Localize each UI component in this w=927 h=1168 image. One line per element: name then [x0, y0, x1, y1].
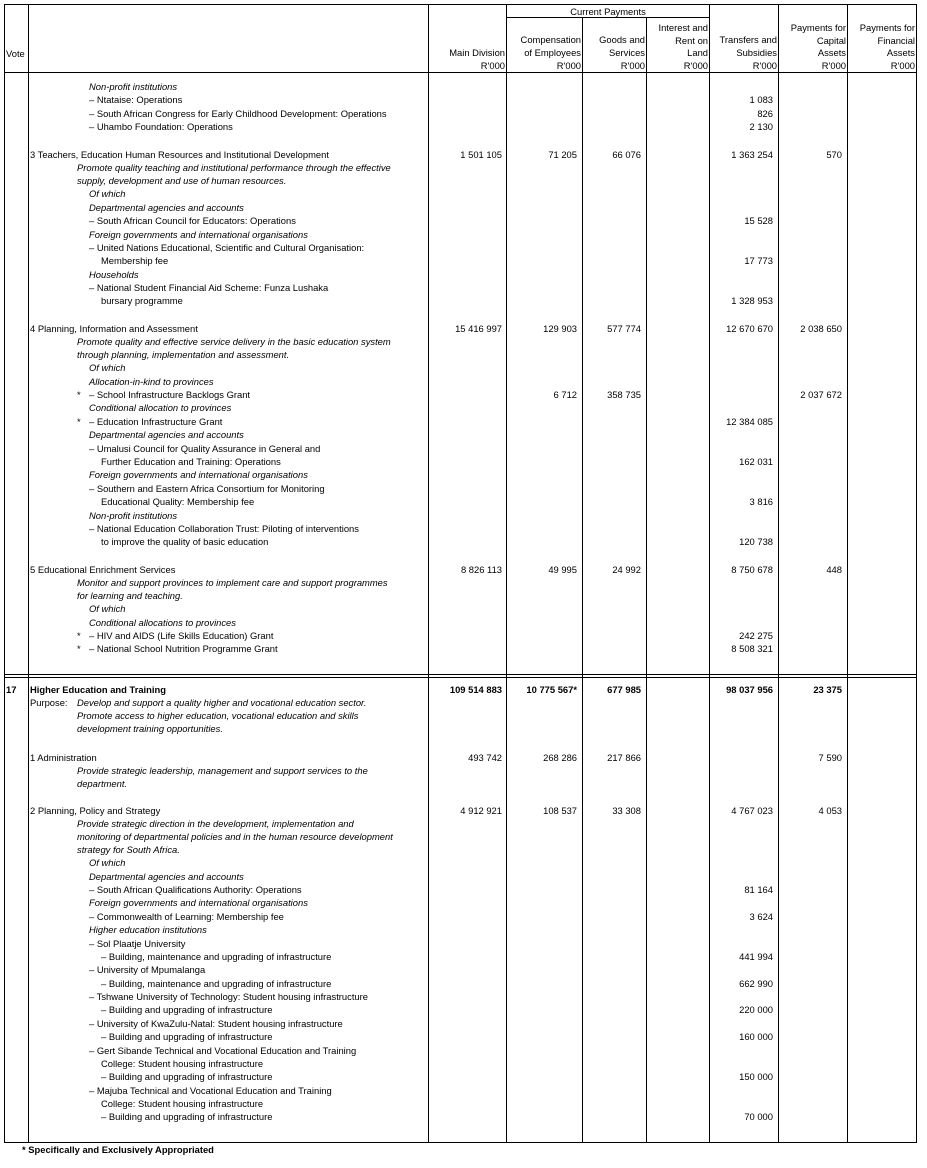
- row-description: Conditional allocation to provinces: [89, 402, 232, 413]
- goods-header-line-2: Services: [609, 47, 645, 58]
- amount-transfers: 4 767 023: [731, 805, 773, 816]
- amount-capital: 23 375: [813, 684, 842, 695]
- appropriation-marker: *: [77, 416, 81, 427]
- row-description: Monitor and support provinces to implement care and support programmes: [77, 577, 388, 588]
- row-description: for learning and teaching.: [77, 590, 183, 601]
- row-description: – Gert Sibande Technical and Vocational Education and Training: [89, 1045, 357, 1056]
- amount-transfers: 12 384 085: [726, 416, 773, 427]
- row-description: – Building and upgrading of infrastructure: [101, 1004, 273, 1015]
- amount-comp: 49 995: [548, 564, 577, 575]
- appropriation-marker: *: [77, 643, 81, 654]
- row-description: – South African Council for Educators: Operations: [89, 215, 296, 226]
- row-description: – University of Mpumalanga: [89, 964, 206, 975]
- interest-header-line-2: Rent on: [675, 35, 708, 46]
- row-description: monitoring of departmental policies and in the human resource development: [77, 831, 393, 842]
- amount-transfers: 8 508 321: [731, 643, 773, 654]
- row-description: – Commonwealth of Learning: Membership fee: [89, 911, 284, 922]
- capital-header-line-3: Assets: [817, 47, 846, 58]
- amount-comp: 268 286: [543, 752, 577, 763]
- row-description: – Education Infrastructure Grant: [89, 416, 223, 427]
- footnote: * Specifically and Exclusively Appropriated: [22, 1144, 214, 1155]
- row-description: Further Education and Training: Operations: [101, 456, 281, 467]
- amount-comp: 108 537: [543, 805, 577, 816]
- transfers-unit: R'000: [752, 60, 777, 71]
- goods-unit: R'000: [620, 60, 645, 71]
- amount-transfers: 150 000: [739, 1071, 773, 1082]
- divider-capital: [847, 4, 848, 1143]
- amount-capital: 448: [826, 564, 842, 575]
- goods-header-line-1: Goods and: [599, 34, 645, 45]
- amount-goods: 66 076: [612, 149, 641, 160]
- amount-transfers: 3 816: [749, 496, 773, 507]
- amount-transfers: 220 000: [739, 1004, 773, 1015]
- amount-goods: 358 735: [607, 389, 641, 400]
- row-description: Promote quality teaching and institutional performance through the effective: [77, 162, 391, 173]
- row-description: Allocation-in-kind to provinces: [89, 376, 214, 387]
- row-description: Purpose:: [30, 697, 68, 708]
- row-description: Membership fee: [101, 255, 169, 266]
- row-description: – National Student Financial Aid Scheme: Funza Lushaka: [89, 282, 329, 293]
- vote-separator-line-1: [4, 674, 917, 675]
- border-top: [4, 4, 917, 5]
- amount-transfers: 3 624: [749, 911, 773, 922]
- financial-unit: R'000: [890, 60, 915, 71]
- capital-header-line-1: Payments for: [790, 22, 846, 33]
- border-bottom: [4, 1142, 917, 1143]
- amount-comp: 71 205: [548, 149, 577, 160]
- row-description: – Building, maintenance and upgrading of infrastructure: [101, 978, 332, 989]
- row-description: Foreign governments and international organisations: [89, 469, 308, 480]
- amount-main: 109 514 883: [449, 684, 502, 695]
- interest-header-line-3: Land: [687, 47, 708, 58]
- row-description: Provide strategic direction in the development, implementation and: [77, 818, 354, 829]
- row-description: Provide strategic leadership, management and support services to the: [77, 765, 368, 776]
- amount-transfers: 160 000: [739, 1031, 773, 1042]
- compensation-unit: R'000: [556, 60, 581, 71]
- row-description: Foreign governments and international organisations: [89, 897, 308, 908]
- divider-goods: [646, 17, 647, 1143]
- row-description: to improve the quality of basic education: [101, 536, 269, 547]
- row-description: – Umalusi Council for Quality Assurance in General and: [89, 443, 321, 454]
- row-description: Foreign governments and international organisations: [89, 229, 308, 240]
- amount-goods: 24 992: [612, 564, 641, 575]
- row-description: through planning, implementation and assessment.: [77, 349, 290, 360]
- row-description: – School Infrastructure Backlogs Grant: [89, 389, 251, 400]
- border-left: [4, 4, 5, 1143]
- appropriation-marker: *: [77, 630, 81, 641]
- row-description: strategy for South Africa.: [77, 844, 180, 855]
- row-description: Departmental agencies and accounts: [89, 202, 244, 213]
- amount-transfers: 1 083: [749, 94, 773, 105]
- purpose-text: Develop and support a quality higher and vocational education sector.: [77, 697, 367, 708]
- financial-header-line-3: Assets: [886, 47, 915, 58]
- amount-comp: 10 775 567*: [526, 684, 577, 695]
- divider-interest: [709, 4, 710, 1143]
- amount-main: 4 912 921: [460, 805, 502, 816]
- row-description: – National Education Collaboration Trust: Piloting of interventions: [89, 523, 359, 534]
- amount-transfers: 120 738: [739, 536, 773, 547]
- amount-main: 8 826 113: [460, 564, 502, 575]
- amount-transfers: 98 037 956: [726, 684, 773, 695]
- row-description: – Sol Plaatje University: [89, 938, 186, 949]
- transfers-header-line-1: Transfers and: [719, 34, 777, 45]
- amount-capital: 570: [826, 149, 842, 160]
- amount-main: 1 501 105: [460, 149, 502, 160]
- appropriation-marker: *: [77, 389, 81, 400]
- interest-unit: R'000: [683, 60, 708, 71]
- divider-transfers: [778, 4, 779, 1143]
- amount-comp: 129 903: [543, 323, 577, 334]
- amount-transfers: 8 750 678: [731, 564, 773, 575]
- row-description: – South African Qualifications Authority: Operations: [89, 884, 302, 895]
- row-description: – University of KwaZulu-Natal: Student housing infrastructure: [89, 1018, 343, 1029]
- amount-main: 15 416 997: [455, 323, 502, 334]
- divider-description: [428, 4, 429, 1143]
- row-description: – Building and upgrading of infrastructure: [101, 1031, 273, 1042]
- amount-transfers: 441 994: [739, 951, 773, 962]
- amount-capital: 2 037 672: [800, 389, 842, 400]
- row-description: – HIV and AIDS (Life Skills Education) Grant: [89, 630, 274, 641]
- row-description: Departmental agencies and accounts: [89, 871, 244, 882]
- row-description: – Majuba Technical and Vocational Education and Training: [89, 1085, 332, 1096]
- row-description: – Building and upgrading of infrastructure: [101, 1071, 273, 1082]
- amount-goods: 677 985: [607, 684, 641, 695]
- divider-vote: [28, 4, 29, 1143]
- row-description: 3 Teachers, Education Human Resources and Institutional Development: [30, 149, 329, 160]
- row-description: Conditional allocations to provinces: [89, 617, 236, 628]
- interest-header-line-1: Interest and: [658, 22, 708, 33]
- current-payments-underline: [506, 17, 710, 18]
- row-description: Of which: [89, 188, 126, 199]
- border-right: [916, 4, 917, 1143]
- main-division-header: Main Division: [449, 47, 505, 58]
- row-description: supply, development and use of human resources.: [77, 175, 287, 186]
- row-description: – Uhambo Foundation: Operations: [89, 121, 233, 132]
- amount-transfers: 1 328 953: [731, 295, 773, 306]
- row-description: Households: [89, 269, 139, 280]
- row-description: 1 Administration: [30, 752, 97, 763]
- amount-capital: 4 053: [818, 805, 842, 816]
- amount-comp: 6 712: [553, 389, 577, 400]
- divider-main: [506, 4, 507, 1143]
- row-description: – Tshwane University of Technology: Student housing infrastructure: [89, 991, 368, 1002]
- vote-separator-line-2: [4, 677, 917, 678]
- header-bottom-line: [4, 72, 917, 73]
- row-description: – United Nations Educational, Scientific and Cultural Organisation:: [89, 242, 365, 253]
- vote-column-header: Vote: [6, 48, 25, 59]
- divider-comp: [582, 17, 583, 1143]
- amount-goods: 217 866: [607, 752, 641, 763]
- amount-goods: 577 774: [607, 323, 641, 334]
- row-description: Of which: [89, 857, 126, 868]
- row-description: bursary programme: [101, 295, 183, 306]
- amount-transfers: 1 363 254: [731, 149, 773, 160]
- row-description: – National School Nutrition Programme Grant: [89, 643, 278, 654]
- amount-transfers: 81 164: [744, 884, 773, 895]
- row-description: 4 Planning, Information and Assessment: [30, 323, 198, 334]
- row-description: – South African Congress for Early Childhood Development: Operations: [89, 108, 387, 119]
- amount-main: 493 742: [468, 752, 502, 763]
- amount-transfers: 70 000: [744, 1111, 773, 1122]
- row-description: department.: [77, 778, 128, 789]
- row-description: College: Student housing infrastructure: [101, 1098, 264, 1109]
- row-description: 5 Educational Enrichment Services: [30, 564, 176, 575]
- row-description: Non-profit institutions: [89, 81, 178, 92]
- amount-capital: 7 590: [818, 752, 842, 763]
- capital-header-line-2: Capital: [816, 35, 846, 46]
- row-description: Educational Quality: Membership fee: [101, 496, 255, 507]
- amount-transfers: 15 528: [744, 215, 773, 226]
- capital-unit: R'000: [821, 60, 846, 71]
- row-description: – Ntataise: Operations: [89, 94, 183, 105]
- main-division-unit: R'000: [480, 60, 505, 71]
- amount-transfers: 826: [757, 108, 773, 119]
- amount-transfers: 17 773: [744, 255, 773, 266]
- row-description: College: Student housing infrastructure: [101, 1058, 264, 1069]
- amount-capital: 2 038 650: [800, 323, 842, 334]
- row-description: 2 Planning, Policy and Strategy: [30, 805, 161, 816]
- row-description: – Building and upgrading of infrastructure: [101, 1111, 273, 1122]
- amount-transfers: 242 275: [739, 630, 773, 641]
- amount-goods: 33 308: [612, 805, 641, 816]
- amount-transfers: 12 670 670: [726, 323, 773, 334]
- row-description: development training opportunities.: [77, 723, 223, 734]
- compensation-header-line-1: Compensation: [520, 34, 581, 45]
- row-description: Higher Education and Training: [30, 684, 166, 695]
- transfers-header-line-2: Subsidies: [736, 47, 777, 58]
- vote-number: 17: [6, 684, 17, 695]
- row-description: Departmental agencies and accounts: [89, 429, 244, 440]
- row-description: Non-profit institutions: [89, 510, 178, 521]
- amount-transfers: 662 990: [739, 978, 773, 989]
- compensation-header-line-2: of Employees: [524, 47, 581, 58]
- row-description: Of which: [89, 362, 126, 373]
- row-description: – Southern and Eastern Africa Consortium for Monitoring: [89, 483, 325, 494]
- financial-header-line-2: Financial: [877, 35, 915, 46]
- financial-header-line-1: Payments for: [859, 22, 915, 33]
- amount-transfers: 2 130: [749, 121, 773, 132]
- current-payments-header: Current Payments: [570, 6, 646, 17]
- row-description: Of which: [89, 603, 126, 614]
- row-description: Promote access to higher education, vocational education and skills: [77, 710, 359, 721]
- amount-transfers: 162 031: [739, 456, 773, 467]
- row-description: Higher education institutions: [89, 924, 207, 935]
- row-description: Promote quality and effective service delivery in the basic education system: [77, 336, 391, 347]
- row-description: – Building, maintenance and upgrading of infrastructure: [101, 951, 332, 962]
